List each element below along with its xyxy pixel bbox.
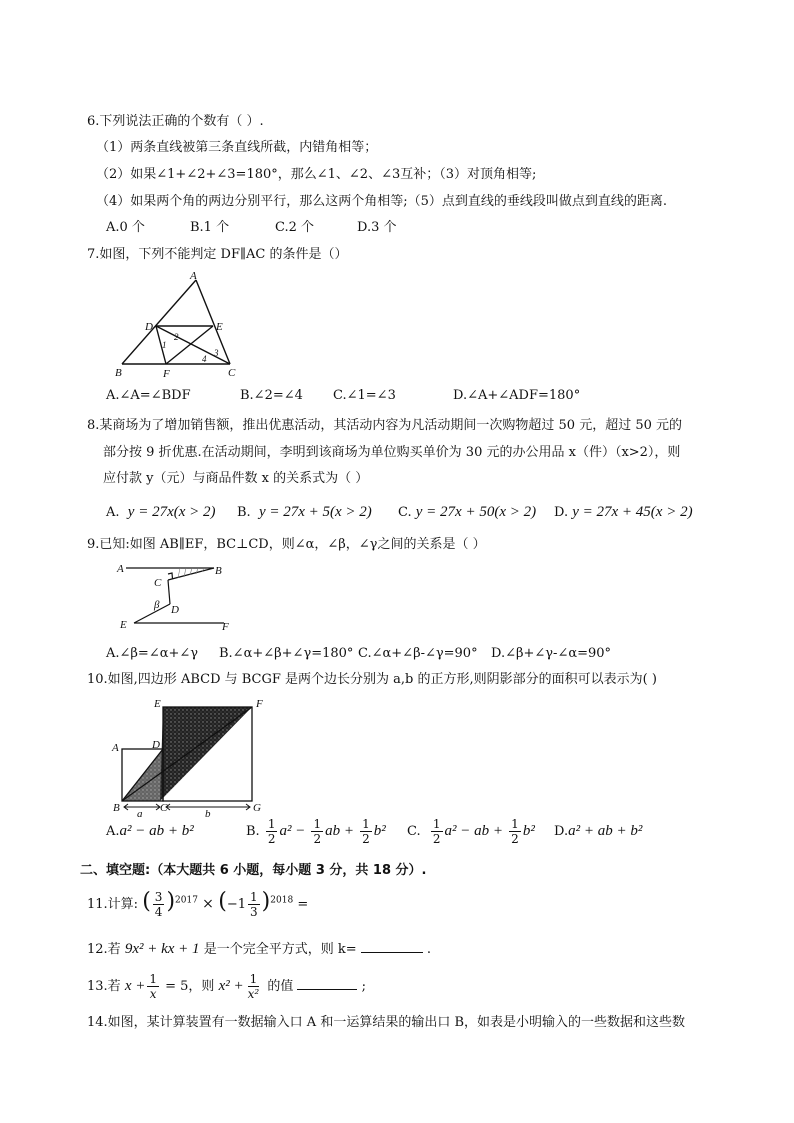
q12-expr: 9x² + kx + 1 xyxy=(124,941,200,957)
q10-figure xyxy=(110,697,270,820)
q11-exp-1: 2017 xyxy=(175,895,198,906)
q11-tail: = xyxy=(297,897,309,912)
q9-label-d: D xyxy=(171,604,179,616)
q6-statement-1: （1）两条直线被第三条直线所截，内错角相等； xyxy=(96,140,378,155)
q13-mid2: 的值 xyxy=(267,979,294,994)
q10-label-side-a: a xyxy=(137,808,143,820)
q9-stem: 9.已知:如图 AB∥EF，BC⊥CD，则∠α，∠β，∠γ之间的关系是（ ） xyxy=(87,537,486,552)
q10-option-d: D.a² + ab + b² xyxy=(554,823,643,839)
q8-option-c-expr: y = 27x + 50(x > 2) xyxy=(415,504,537,520)
q7-stem: 7.如图，下列不能判定 DF∥AC 的条件是（） xyxy=(87,247,348,262)
q12-mid: 是一个完全平方式，则 k= xyxy=(203,942,357,957)
q9-label-c: C xyxy=(154,577,162,589)
q7-option-a: A.∠A=∠BDF xyxy=(106,388,191,403)
q6-option-d: D.3 个 xyxy=(357,220,397,235)
q13-tail: ; xyxy=(361,979,367,994)
q9-label-a: A xyxy=(117,563,124,575)
q8-option-d xyxy=(554,503,693,522)
q9-label-beta: β xyxy=(154,599,160,611)
q9-figure xyxy=(114,562,244,634)
q10-option-b: B. $\frac{1}{2}$ a² − $\frac{1}{2}$ ab + $\frac{1}{2}$ b² xyxy=(246,817,386,846)
q14-line-1: 14.如图，某计算装置有一数据输入口 A 和一运算结果的输出口 B，如表是小明输入的一些数据和这些数 xyxy=(87,1015,686,1030)
q9-option-c: C.∠α+∠β-∠γ=90° xyxy=(358,646,478,661)
q9-option-a: A.∠β=∠α+∠γ xyxy=(106,646,199,661)
q10-option-c-label: C. xyxy=(407,824,421,839)
q8-option-d-label: D. xyxy=(554,505,569,520)
q10-label-side-b: b xyxy=(205,808,211,820)
q8-line-2: 部分按 9 折优惠.在活动期间，李明到该商场为单位购买单价为 30 元的办公用品 x（件）（x>2），则 xyxy=(103,445,681,460)
q7-label-c: C xyxy=(228,367,236,379)
q12 xyxy=(87,940,431,959)
q10-label-c: C xyxy=(160,802,168,814)
q10-option-a-label: A. xyxy=(106,824,120,839)
q9-option-d: D.∠β+∠γ-∠α=90° xyxy=(491,646,612,661)
q6-statement-2-3: （2）如果∠1+∠2+∠3=180°，那么∠1、∠2、∠3互补；（3）对顶角相等; xyxy=(96,167,537,182)
q7-label-1: 1 xyxy=(162,340,167,350)
q10-label-g: G xyxy=(253,802,261,814)
q10-label-e: E xyxy=(154,698,161,710)
q7-label-e: E xyxy=(216,321,223,333)
q8-option-a-expr: y = 27x(x > 2) xyxy=(127,504,216,520)
q8-option-b xyxy=(237,503,372,522)
q10-option-d-label: D. xyxy=(554,824,569,839)
q10-label-d: D xyxy=(152,739,160,751)
q10-label-b: B xyxy=(113,802,120,814)
q10-option-c: C. $\frac{1}{2}$ a² − ab + $\frac{1}{2}$ b² xyxy=(407,817,535,846)
q13-prefix: 13.若 xyxy=(87,979,121,994)
q11-exp-2: 2018 xyxy=(270,895,294,906)
q9-option-b: B.∠α+∠β+∠γ=180° xyxy=(219,646,354,661)
q12-prefix: 12.若 xyxy=(87,942,121,957)
q13-mid1: = 5，则 xyxy=(165,979,215,994)
q10-option-b-label: B. xyxy=(246,824,260,839)
q6-option-a: A.0 个 xyxy=(106,220,145,235)
q10-option-a: A.a² − ab + b² xyxy=(106,823,194,839)
q8-option-b-expr: y = 27x + 5(x > 2) xyxy=(258,504,372,520)
q10-stem: 10.如图,四边形 ABCD 与 BCGF 是两个边长分别为 a,b 的正方形,则阴影部分的面积可以表示为( ) xyxy=(87,672,657,687)
q7-option-b: B.∠2=∠4 xyxy=(240,388,303,403)
q12-tail: . xyxy=(426,942,432,957)
q7-label-d: D xyxy=(145,321,153,333)
q7-label-b: B xyxy=(115,367,122,379)
q6-statement-4-5: （4）如果两个角的两边分别平行，那么这两个角相等;（5）点到直线的垂线段叫做点到直线的距离. xyxy=(96,194,668,209)
q11-prefix: 11.计算: xyxy=(87,897,139,912)
q8-line-3: 应付款 y（元）与商品件数 x 的关系式为（ ） xyxy=(103,471,369,486)
q6-option-b: B.1 个 xyxy=(190,220,230,235)
q7-figure xyxy=(110,272,240,382)
q7-label-3: 3 xyxy=(214,348,219,358)
section-2-title: 二、填空题:（本大题共 6 小题，每小题 3 分，共 18 分）. xyxy=(80,863,427,878)
q9-label-b: B xyxy=(215,565,222,577)
q7-option-d: D.∠A+∠ADF=180° xyxy=(453,388,581,403)
q7-option-c: C.∠1=∠3 xyxy=(333,388,396,403)
q13-answer-blank[interactable] xyxy=(297,977,357,990)
q11: 11.计算: ( $\frac{3}{4}$ )$^{2017}$ × (−1 $\frac{1}{3}$ )$^{2018}$ = xyxy=(87,889,309,919)
q7-label-4: 4 xyxy=(202,354,207,364)
q8-option-c xyxy=(398,503,536,522)
q7-label-2: 2 xyxy=(174,332,179,342)
q7-label-f: F xyxy=(163,368,170,380)
q13: 13.若 x + $\frac{1}{x}$ = 5，则 x² + $\frac{1}{\text{x²}}$ 的值 ; xyxy=(87,972,367,1001)
q8-option-a xyxy=(106,503,216,522)
q8-option-b-label: B. xyxy=(237,505,251,520)
q8-option-c-label: C. xyxy=(398,505,412,520)
q8-option-a-label: A. xyxy=(106,505,120,520)
q6-stem: 6.下列说法正确的个数有（ ）. xyxy=(87,114,264,129)
q9-label-e: E xyxy=(120,619,127,631)
q9-label-f: F xyxy=(222,621,229,633)
q10-label-f: F xyxy=(256,698,263,710)
q7-label-a: A xyxy=(190,270,197,282)
q6-option-c: C.2 个 xyxy=(275,220,315,235)
q8-option-d-expr: y = 27x + 45(x > 2) xyxy=(572,504,693,520)
q12-answer-blank[interactable] xyxy=(361,940,423,953)
q8-line-1: 8.某商场为了增加销售额，推出优惠活动，其活动内容为凡活动期间一次购物超过 50 元，超过 50 元的 xyxy=(87,418,683,433)
q10-label-a: A xyxy=(112,742,119,754)
